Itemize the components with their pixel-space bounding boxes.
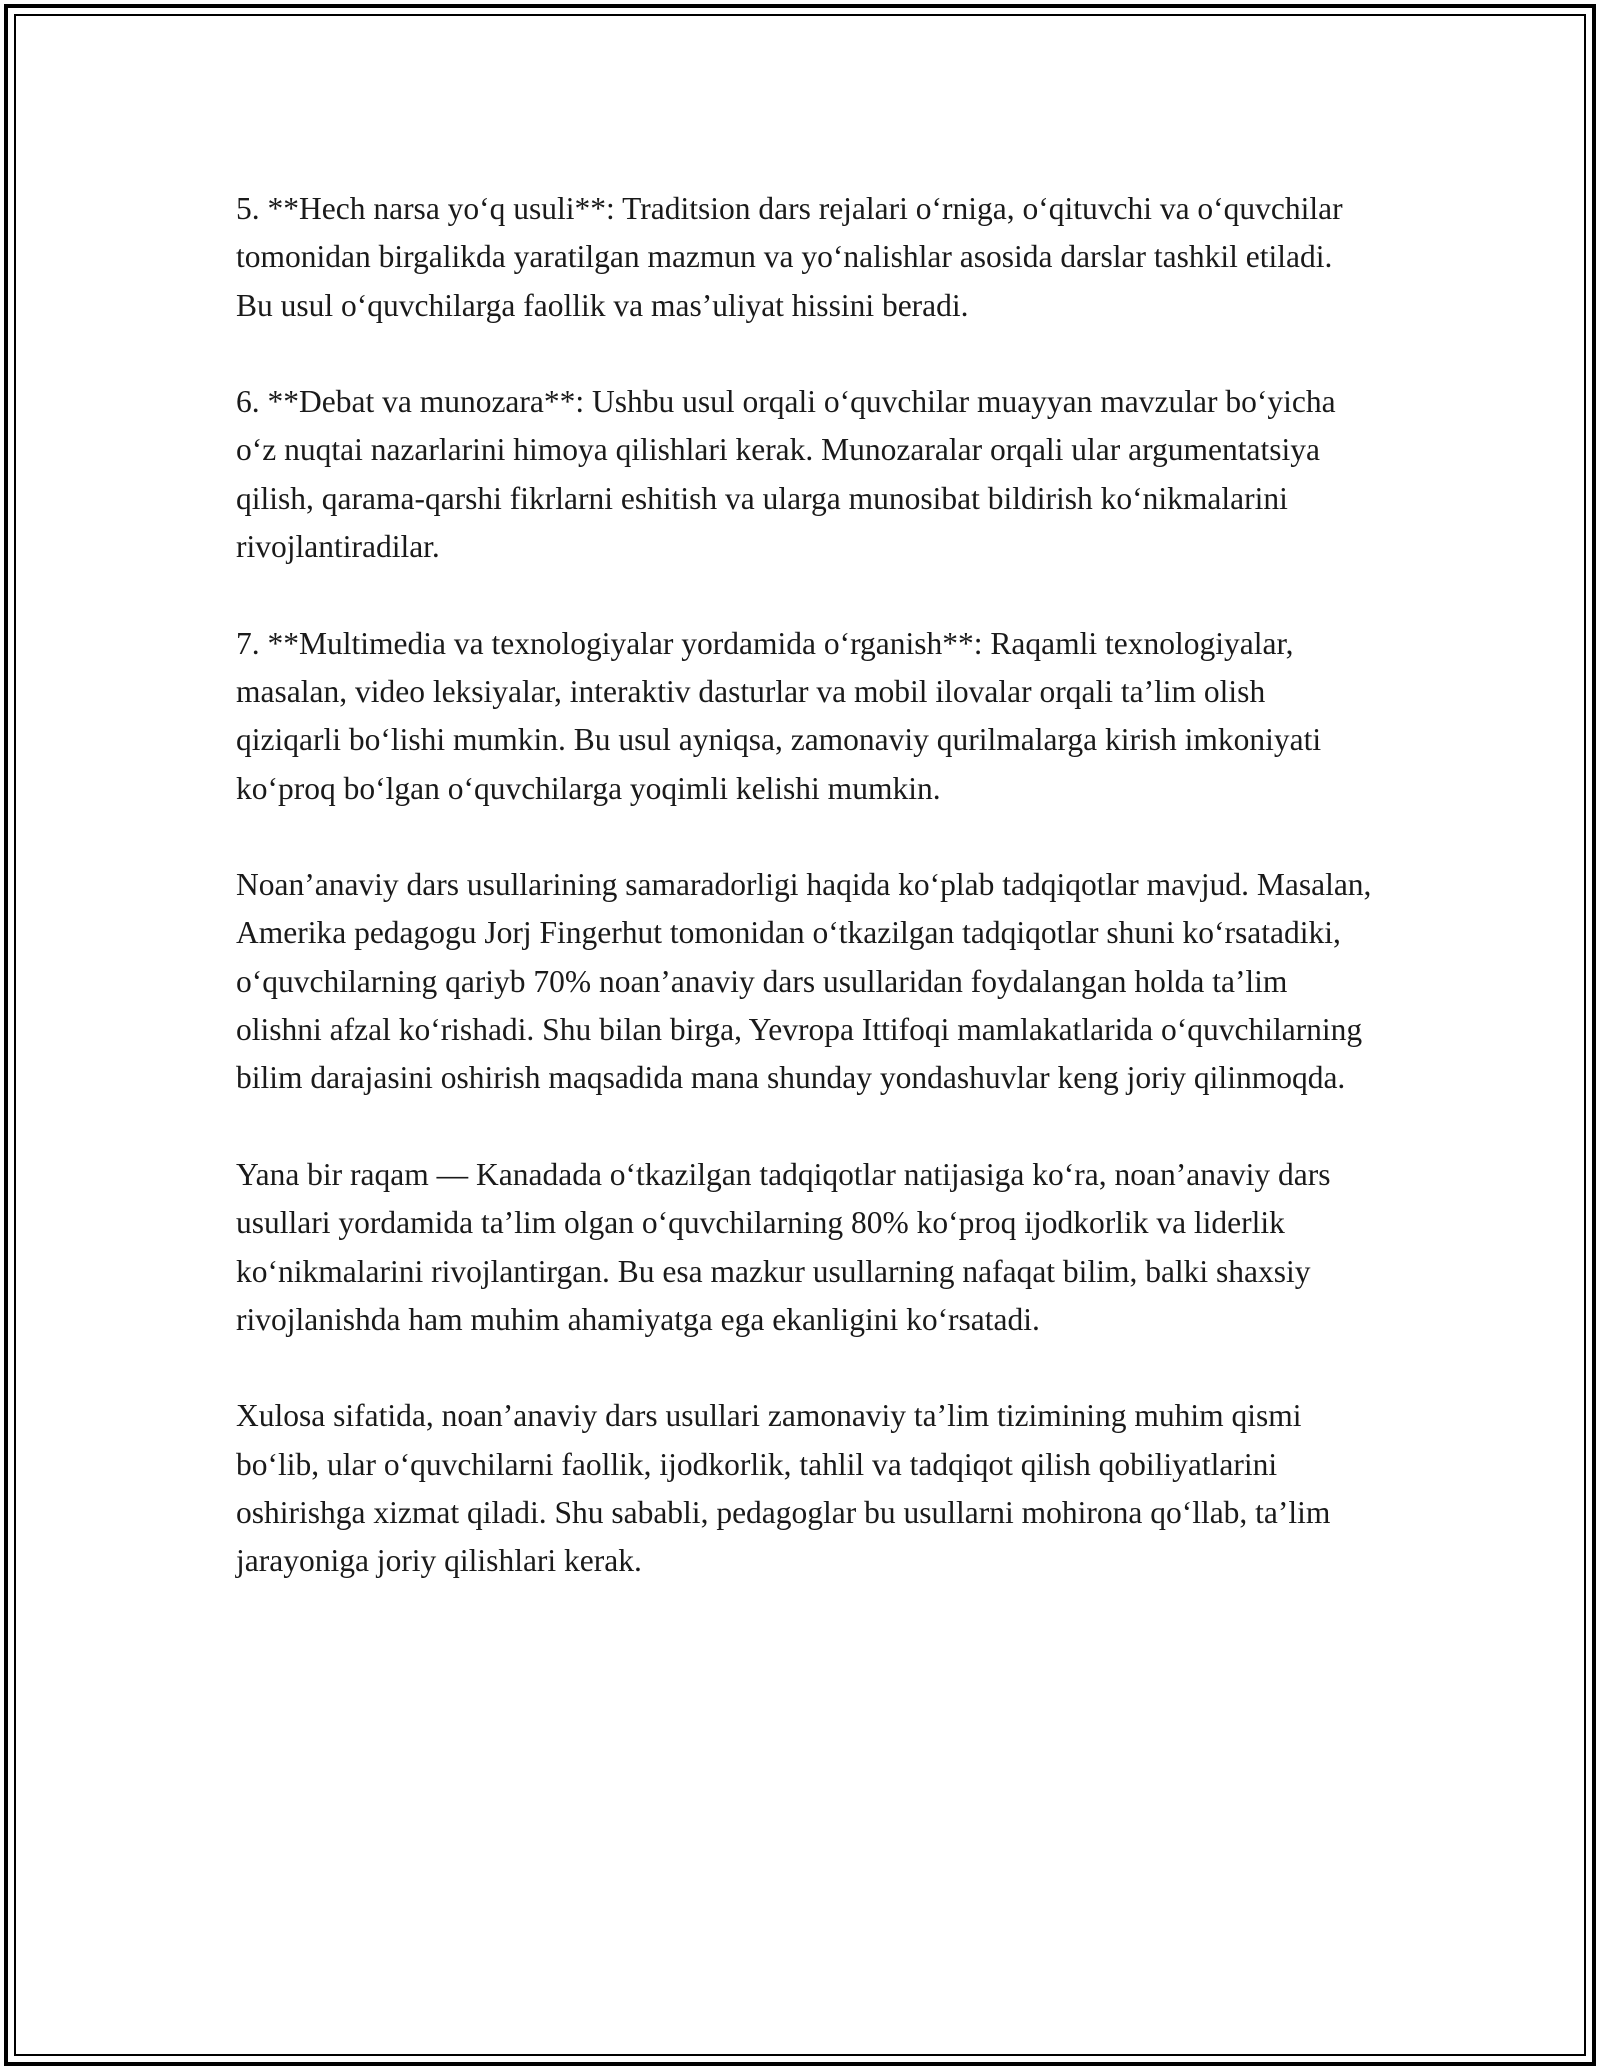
paragraph-canada-statistic: Yana bir raqam — Kanadada o‘tkazilgan tadqiqotlar natijasiga ko‘ra, noan’anaviy dars usullari yordamida ta’lim olgan o‘quvchilarning 80% ko‘proq ijodkorlik va liderlik ko‘nikmalarini rivojlantirgan. Bu esa mazkur usullarning nafaqat bilim, balki shaxsiy rivojlanishda ham muhim ahamiyatga ega ekanligini ko‘rsatadi. xyxy=(236,1156,1331,1337)
paragraph-research-effectiveness: Noan’anaviy dars usullarining samaradorligi haqida ko‘plab tadqiqotlar mavjud. Masalan, Amerika pedagogu Jorj Fingerhut tomonidan o‘tkazilgan tadqiqotlar shuni ko‘rsatadiki, o‘quvchilarning qariyb 70% noan’anaviy dars usullaridan foydalangan holda ta’lim olishni afzal ko‘rishadi. Shu bilan birga, Yevropa Ittifoqi mamlakatlarida o‘quvchilarning bilim darajasini oshirish maqsadida mana shunday yondashuvlar keng joriy qilinmoqda. xyxy=(236,867,1372,1096)
paragraph-method-5: 5. **Hech narsa yo‘q usuli**: Traditsion dars rejalari o‘rniga, o‘qituvchi va o‘quvchilar tomonidan birgalikda yaratilgan mazmun va yo‘nalishlar asosida darslar tashkil etiladi. Bu usul o‘quvchilarga faollik va mas’uliyat hissini beradi. xyxy=(236,191,1343,323)
paragraph-method-7: 7. **Multimedia va texnologiyalar yordamida o‘rganish**: Raqamli texnologiyalar, masalan, video leksiyalar, interaktiv dasturlar va mobil ilovalar orqali ta’lim olish qiziqarli bo‘lishi mumkin. Bu usul ayniqsa, zamonaviy qurilmalarga kirish imkoniyati ko‘proq bo‘lgan o‘quvchilarga yoqimli kelishi mumkin. xyxy=(236,625,1322,806)
paragraph-conclusion: Xulosa sifatida, noan’anaviy dars usullari zamonaviy ta’lim tizimining muhim qismi bo‘lib, ular o‘quvchilarni faollik, ijodkorlik, tahlil va tadqiqot qilish qobiliyatlarini oshirishga xizmat qiladi. Shu sababli, pedagoglar bu usullarni mohirona qo‘llab, ta’lim jarayoniga joriy qilishlari kerak. xyxy=(236,1398,1331,1579)
paragraph-method-6: 6. **Debat va munozara**: Ushbu usul orqali o‘quvchilar muayyan mavzular bo‘yicha o‘z nuqtai nazarlarini himoya qilishlari kerak. Munozaralar orqali ular argumentatsiya qilish, qarama-qarshi fikrlarni eshitish va ularga munosibat bildirish ko‘nikmalarini rivojlantiradilar. xyxy=(236,384,1336,565)
document-body xyxy=(236,185,1376,1634)
